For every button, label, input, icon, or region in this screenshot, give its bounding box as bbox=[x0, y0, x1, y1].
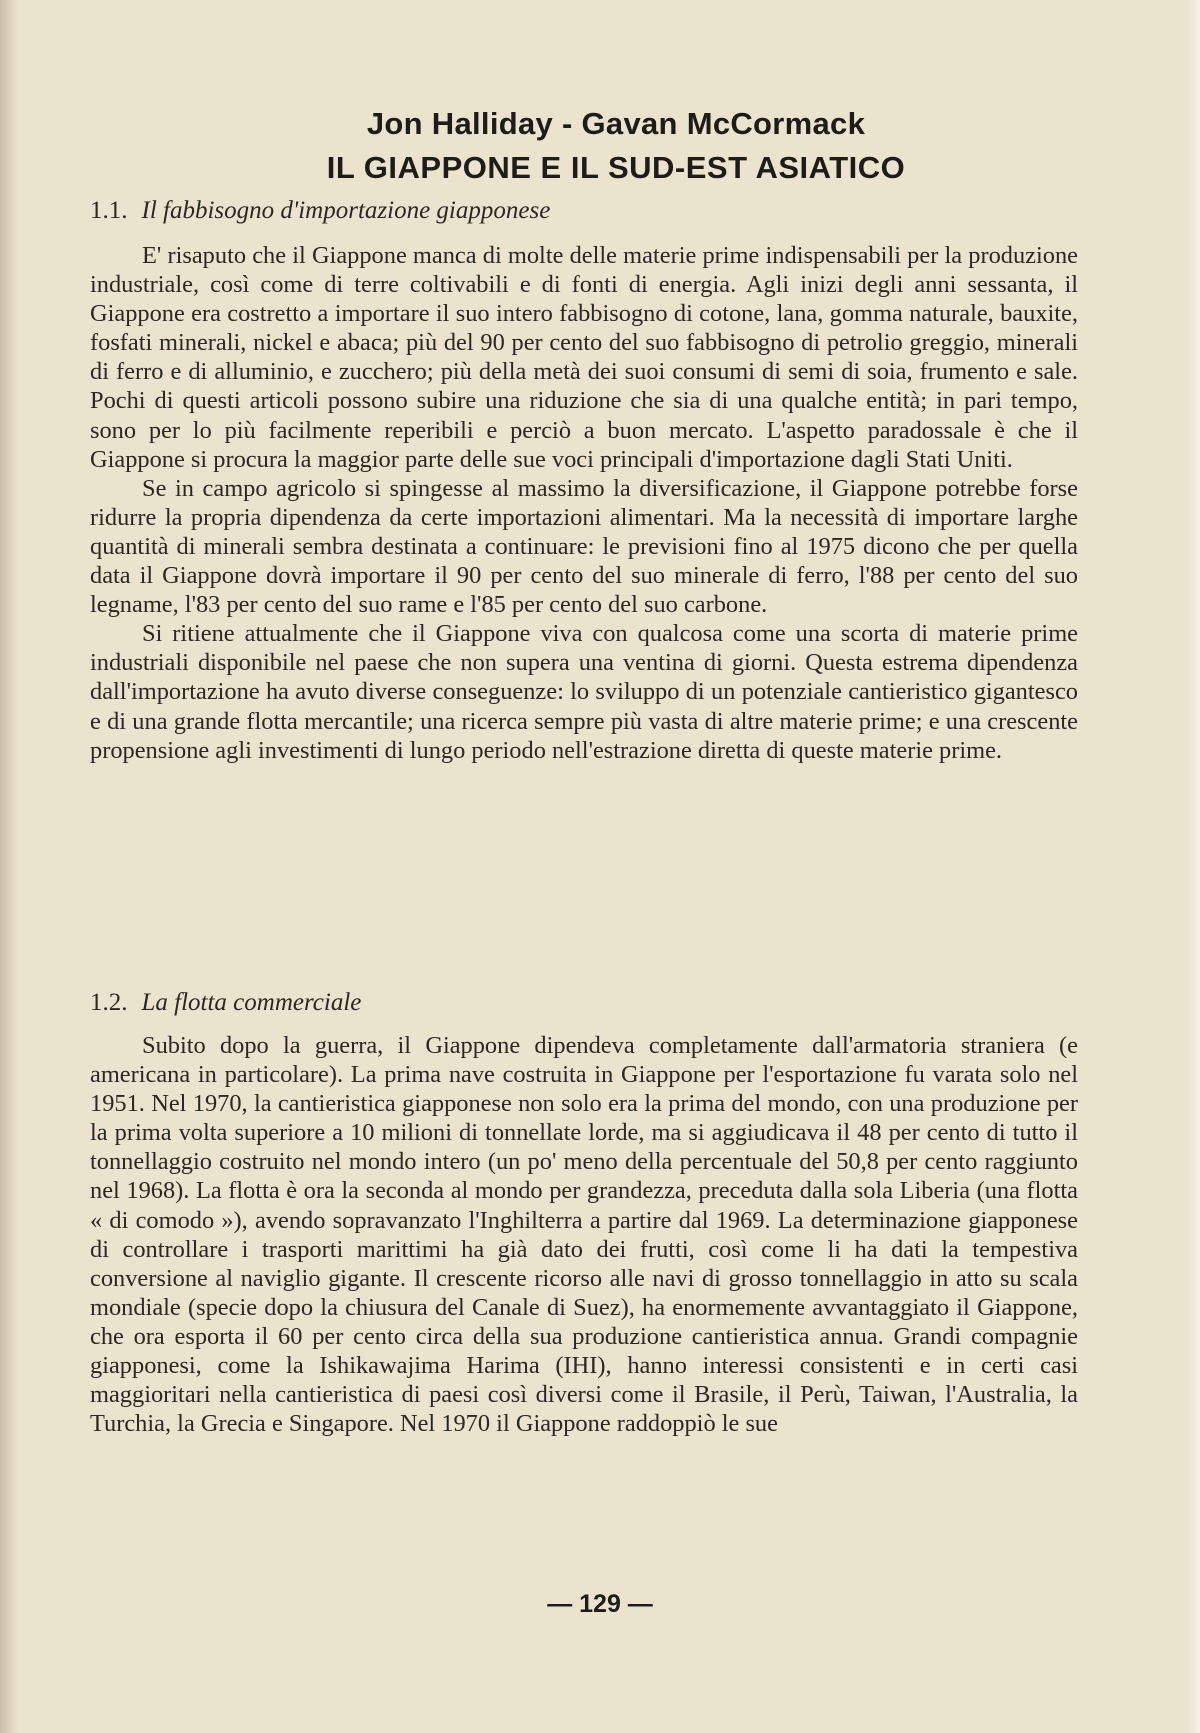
section-number: 1.2. bbox=[90, 989, 128, 1016]
section-heading-1-2 bbox=[90, 989, 1080, 1017]
page-number: — 129 — bbox=[547, 1590, 653, 1618]
section-body-1-2 bbox=[90, 1031, 1078, 1438]
page-edge-highlight bbox=[1188, 0, 1200, 1733]
paragraph: Si ritiene attualmente che il Giappone viva con qualcosa come una scorta di materie prime industriali disponibile nel paese che non supera una ventina di giorni. Questa estrema dipendenza dall'importazione ha avuto diverse conseguenze: lo sviluppo di un potenziale cantieristico gigantesco e di una grande flotta mercantile; una ricerca sempre più vasta di altre materie prime; e una crescente propensione agli investimenti di lungo periodo nell'estrazione diretta di queste materie prime. bbox=[90, 620, 1078, 764]
paragraph: Se in campo agricolo si spingesse al massimo la diversificazione, il Giappone potrebbe forse ridurre la propria dipendenza da certe importazioni alimentari. Ma la necessità di importare larghe quantità di minerali sembra destinata a continuare: le previsioni fino al 1975 dicono che per quella data il Giappone dovrà importare il 90 per cento del suo minerale di ferro, l'88 per cento del suo legname, l'83 per cento del suo rame e l'85 per cento del suo carbone. bbox=[90, 474, 1078, 619]
section-title: La flotta commerciale bbox=[141, 989, 362, 1016]
author-line: Jon Halliday - Gavan McCormack bbox=[366, 106, 866, 141]
page-edge-shadow bbox=[0, 0, 18, 1733]
chapter-title: IL GIAPPONE E IL SUD-EST ASIATICO bbox=[326, 150, 906, 185]
paragraph: Subito dopo la guerra, il Giappone dipendeva completamente dall'armatoria straniera (e americana in particolare). La prima nave costruita in Giappone per l'esportazione fu varata solo nel 1951. Nel 1970, la cantieristica giapponese non solo era la prima del mondo, con una produzione per la prima volta superiore a 10 milioni di tonnellate lorde, ma si aggiudicava il 48 per cento di tutto il tonnellaggio costruito nel mondo intero (un po' meno della percentuale del 50,8 per cento raggiunto nel 1968). La flotta è ora la seconda al mondo per grandezza, preceduta dalla sola Liberia (una flotta « di comodo »), avendo sopravanzato l'Inghilterra a partire dal 1969. La determinazione giapponese di controllare i trasporti marittimi ha già dato dei frutti, così come li ha dati la tempestiva conversione al naviglio gigante. Il crescente ricorso alle navi di grosso tonnellaggio in atto su scala mondiale (specie dopo la chiusura del Canale di Suez), ha enormemente avvantaggiato il Giappone, che ora esporta il 60 per cento circa della sua produzione cantieristica annua. Grandi compagnie giapponesi, come la Ishikawajima Harima (IHI), hanno interessi consistenti e in certi casi maggioritari nella cantieristica di paesi così diversi come il Brasile, il Perù, Taiwan, l'Australia, la Turchia, la Grecia e Singapore. Nel 1970 il Giappone raddoppiò le sue bbox=[90, 1032, 1078, 1438]
section-body-1-1 bbox=[90, 241, 1078, 765]
paragraph: E' risaputo che il Giappone manca di molte delle materie prime indispensabili per la produzione industriale, così come di terre coltivabili e di fonti di energia. Agli inizi degli anni sessanta, il Giappone era costretto a importare il suo intero fabbisogno di cotone, lana, gomma naturale, bauxite, fosfati minerali, nickel e abaca; più del 90 per cento del suo fabbisogno di petrolio greggio, minerali di ferro e di alluminio, e zucchero; più della metà dei suoi consumi di semi di soia, frumento e sale. Pochi di questi articoli possono subire una riduzione che sia di una qualche entità; in pari tempo, sono per lo più facilmente reperibili e perciò a buon mercato. L'aspetto paradossale è che il Giappone si procura la maggior parte delle sue voci principali d'importazione dagli Stati Uniti. bbox=[90, 242, 1078, 473]
section-heading-1-1 bbox=[90, 197, 1080, 225]
section-title: Il fabbisogno d'importazione giapponese bbox=[141, 197, 551, 224]
section-number: 1.1. bbox=[90, 197, 128, 224]
